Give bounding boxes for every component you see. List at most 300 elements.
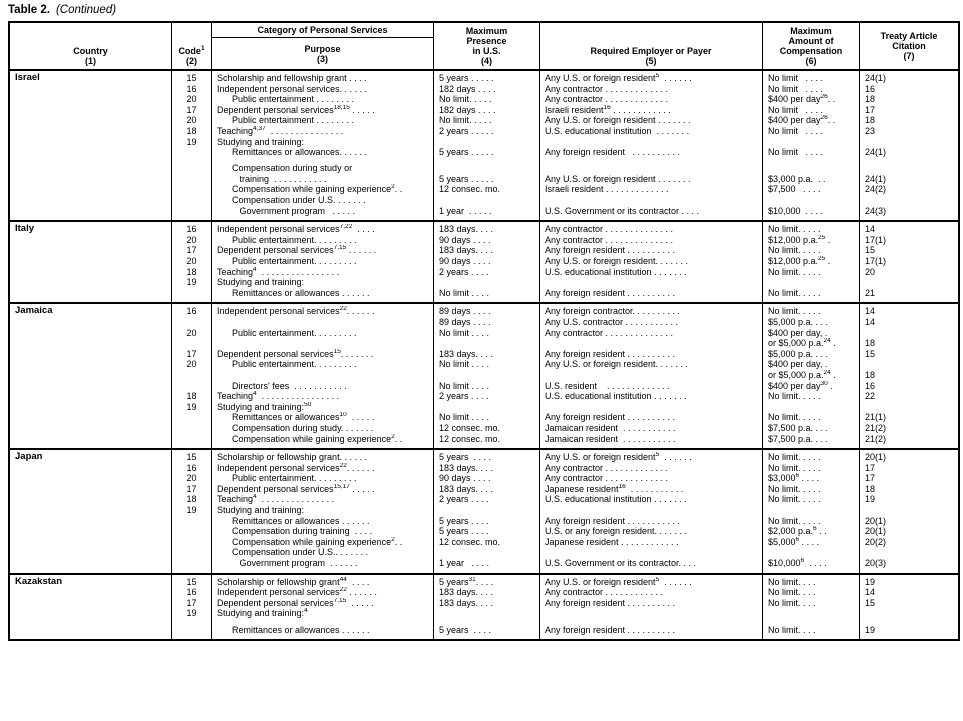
table-line: No limit . . . . bbox=[768, 104, 824, 115]
table-line: 20 bbox=[186, 359, 197, 370]
table-line: 17 bbox=[865, 473, 876, 484]
table-line: Israeli resident$^{16}$ . . . . . . . . . . . . bbox=[545, 104, 671, 115]
code-cell bbox=[172, 450, 212, 573]
table-line: U.S. educational institution . . . . . . . bbox=[545, 266, 687, 277]
table-line: 17 bbox=[186, 597, 197, 608]
treaty-table bbox=[8, 21, 960, 641]
table-line: Compensation during study. . . . . . . bbox=[217, 422, 374, 433]
country-section-israel bbox=[10, 71, 958, 220]
table-line bbox=[172, 184, 211, 195]
table-line bbox=[768, 505, 858, 516]
header-purpose-num: (3) bbox=[316, 53, 328, 64]
table-line bbox=[768, 137, 858, 148]
table-line bbox=[172, 412, 211, 423]
table-line: No limit. . . . bbox=[768, 624, 816, 635]
table-line: No limit. . . . . bbox=[768, 391, 821, 402]
table-line bbox=[172, 516, 211, 527]
table-line: 19 bbox=[865, 624, 876, 635]
header-country-label: Country bbox=[73, 46, 108, 56]
table-line: 19 bbox=[186, 608, 197, 619]
table-line: Scholarship or fellowship grant. . . . . . bbox=[217, 452, 368, 463]
table-line: 16 bbox=[186, 306, 197, 317]
header-code bbox=[172, 23, 212, 69]
purpose-cell bbox=[212, 71, 434, 220]
table-line: 14 bbox=[865, 224, 876, 235]
header-code-label: Code bbox=[178, 46, 201, 56]
table-line: 18 bbox=[865, 115, 876, 126]
table-line bbox=[545, 505, 761, 516]
table-line: U.S. educational institution . . . . . . . bbox=[545, 391, 687, 402]
table-line: 15 bbox=[186, 73, 197, 83]
table-line: 20(2) bbox=[865, 536, 887, 547]
table-line: 5 years . . . . . bbox=[439, 173, 494, 184]
table-line: Any foreign resident . . . . . . . . . . bbox=[545, 147, 681, 158]
table-line: 183 days. . . . bbox=[439, 245, 494, 256]
table-line: 90 days . . . . bbox=[439, 473, 491, 484]
table-line: No limit . . . . bbox=[439, 412, 490, 423]
table-line bbox=[865, 505, 957, 516]
table-line: Government program . . . . . bbox=[217, 205, 356, 216]
table-line: Any contractor . . . . . . . . . . . . . bbox=[545, 473, 669, 484]
table-line: $7,500 p.a. . . . bbox=[768, 433, 829, 444]
table-line: Jamaican resident . . . . . . . . . . . bbox=[545, 433, 676, 444]
table-line bbox=[768, 195, 858, 206]
table-line: 5 years . . . . . bbox=[439, 147, 494, 158]
payer-cell bbox=[540, 304, 763, 448]
table-line: Compensation while gaining experience$^2$. . bbox=[217, 536, 403, 547]
table-line: 16 bbox=[186, 83, 197, 94]
table-line bbox=[439, 137, 538, 148]
table-number: Table 2. bbox=[8, 4, 50, 16]
table-line: 18 bbox=[865, 94, 876, 105]
table-line: Studying and training:$^4$ bbox=[217, 608, 308, 619]
table-line: Any contractor . . . . . . . . . . . . . bbox=[545, 94, 669, 105]
table-line: 23 bbox=[865, 125, 876, 136]
table-line: Scholarship or fellowship grant$^{44}$ . . . . bbox=[217, 576, 370, 587]
table-line: No limit. . . . . bbox=[768, 412, 821, 423]
table-line: 17 bbox=[186, 483, 197, 494]
table-line bbox=[172, 526, 211, 537]
presence-cell bbox=[434, 575, 540, 639]
table-line: $12,000 p.a.$^{25}$ . bbox=[768, 256, 831, 266]
table-line: 20(3) bbox=[865, 558, 887, 569]
table-line: Remittances or allowances . . . . . . bbox=[217, 287, 370, 298]
table-line: Public entertainment. . . . . . . . . bbox=[217, 359, 357, 370]
table-line: No limit . . . . bbox=[439, 327, 490, 338]
table-line: 16 bbox=[186, 587, 197, 598]
table-line: Studying and training: bbox=[217, 505, 305, 516]
table-line: 21 bbox=[865, 287, 876, 298]
payer-cell bbox=[540, 450, 763, 573]
table-line: $5,000$^6$ . . . . bbox=[768, 536, 820, 547]
table-line: 24(1) bbox=[865, 73, 887, 83]
table-line: Any U.S. contractor . . . . . . . . . . . bbox=[545, 316, 679, 327]
table-line bbox=[172, 147, 211, 158]
table-line: No limit . . . . bbox=[768, 125, 824, 136]
table-line: Dependent personal services$^{15}$. . . . . . . bbox=[217, 348, 374, 359]
table-line: 20(1) bbox=[865, 515, 887, 526]
table-line bbox=[172, 195, 211, 206]
table-continued-label: (Continued) bbox=[55, 4, 117, 16]
table-line: U.S. educational institution . . . . . . . bbox=[545, 125, 690, 136]
country-section-italy bbox=[10, 220, 958, 302]
table-line bbox=[768, 163, 858, 174]
table-line: Compensation while gaining experience$^2$. . bbox=[217, 433, 403, 444]
table-line: 14 bbox=[865, 587, 876, 598]
table-line: Any contractor . . . . . . . . . . . . . . bbox=[545, 224, 674, 235]
table-line: Any contractor . . . . . . . . . . . . . . bbox=[545, 327, 674, 338]
table-line: 183 days. . . . bbox=[439, 224, 494, 235]
table-line: No limit . . . . bbox=[768, 147, 824, 158]
table-line: Public entertainment. . . . . . . . . bbox=[217, 234, 357, 245]
table-line: No limit. . . . . bbox=[768, 245, 821, 256]
table-line: 17 bbox=[865, 104, 876, 115]
table-line: 21(1) bbox=[865, 412, 887, 423]
table-line: No limit. . . . . bbox=[768, 287, 821, 298]
table-line bbox=[545, 370, 761, 381]
table-line: Any U.S. or foreign resident . . . . . . . bbox=[545, 173, 691, 184]
header-code-footnote: 1 bbox=[200, 45, 205, 52]
table-line: Dependent personal services$^{15,17}$ . . . . . bbox=[217, 483, 375, 494]
table-line: 21(2) bbox=[865, 422, 887, 433]
amount-cell bbox=[763, 71, 860, 220]
table-line bbox=[439, 370, 538, 381]
table-line: 19 bbox=[186, 401, 197, 412]
table-line: $3,000 p.a. . . bbox=[768, 173, 826, 184]
table-line: No limit . . . . bbox=[439, 359, 490, 370]
table-line: No limit. . . . . bbox=[439, 115, 492, 126]
table-line: $7,500 p.a. . . . bbox=[768, 422, 829, 433]
table-line: Public entertainment. . . . . . . . . bbox=[217, 327, 357, 338]
table-line: No limit . . . . bbox=[768, 83, 824, 94]
country-name-cell bbox=[10, 222, 172, 302]
table-line: 17 bbox=[186, 104, 197, 115]
table-line: Any U.S. or foreign resident. . . . . . . bbox=[545, 256, 689, 266]
table-line bbox=[439, 338, 538, 349]
table-line bbox=[545, 338, 761, 349]
citation-cell bbox=[860, 575, 958, 639]
table-line: 19 bbox=[865, 494, 876, 505]
code-cell bbox=[172, 222, 212, 302]
table-line: Any U.S. or foreign resident. . . . . . . bbox=[545, 359, 689, 370]
table-line: 18 bbox=[865, 483, 876, 494]
table-line: 18 bbox=[865, 369, 876, 380]
header-payer-num: (5) bbox=[645, 56, 657, 66]
table-line: No limit. . . . . bbox=[768, 224, 821, 235]
table-line: 2 years . . . . bbox=[439, 494, 489, 505]
table-line: No limit. . . . . bbox=[768, 483, 821, 494]
header-citation-num: (7) bbox=[903, 51, 915, 61]
country-name: Italy bbox=[15, 223, 35, 235]
table-line: 14 bbox=[865, 316, 876, 327]
table-line: Any contractor . . . . . . . . . . . . . bbox=[545, 462, 669, 473]
purpose-cell bbox=[212, 304, 434, 448]
table-line: Teaching$^4$ . . . . . . . . . . . . . . . . bbox=[217, 391, 340, 402]
table-line: U.S. or any foreign resident. . . . . . . bbox=[545, 526, 688, 537]
table-line bbox=[545, 137, 761, 148]
table-line: Any foreign resident . . . . . . . . . . bbox=[545, 412, 676, 423]
citation-cell bbox=[860, 71, 958, 220]
table-line: 5 years . . . . bbox=[439, 515, 489, 526]
table-line: Remittances or allowances . . . . . . bbox=[217, 624, 370, 635]
table-line: U.S. educational institution . . . . . . . bbox=[545, 494, 687, 505]
header-max-presence: Maximum Presence in U.S. (4) bbox=[434, 23, 540, 69]
presence-cell bbox=[434, 304, 540, 448]
amount-cell bbox=[763, 304, 860, 448]
table-line bbox=[439, 163, 538, 174]
table-line: Any foreign resident . . . . . . . . . . bbox=[545, 624, 676, 635]
table-line: 19 bbox=[186, 136, 197, 147]
table-line: $5,000 p.a. . . . bbox=[768, 348, 829, 359]
table-line: 5 years . . . . . bbox=[439, 73, 494, 83]
table-line: 17 bbox=[186, 245, 197, 256]
table-line: 16 bbox=[186, 462, 197, 473]
table-line: No limit. . . . . bbox=[768, 462, 821, 473]
table-line: 183 days. . . . bbox=[439, 587, 494, 598]
table-line bbox=[172, 547, 211, 558]
table-line bbox=[865, 163, 957, 174]
table-line: 2 years . . . . bbox=[439, 266, 489, 277]
table-line: 5 years . . . . bbox=[439, 526, 489, 537]
table-line: No limit. . . . . bbox=[768, 494, 821, 505]
table-line: 18 bbox=[186, 125, 197, 136]
table-line: 1 year . . . . . bbox=[439, 205, 492, 216]
table-line: Dependent personal services$^{7,15}$ . . . . . bbox=[217, 597, 374, 608]
table-line: 90 days . . . . bbox=[439, 256, 491, 266]
table-line: Independent personal services$^{22}$. . . . . . bbox=[217, 306, 375, 317]
table-line: No limit. . . . . bbox=[768, 452, 821, 463]
table-line: 12 consec. mo. bbox=[439, 433, 501, 444]
table-line: Independent personal services$^{7,22}$ . . . . bbox=[217, 224, 375, 235]
header-code-num: (2) bbox=[186, 56, 197, 66]
table-line: No limit. . . . bbox=[768, 576, 816, 587]
amount-cell bbox=[763, 575, 860, 639]
purpose-cell bbox=[212, 222, 434, 302]
table-line: $400 per day$^{26}$. . bbox=[768, 115, 836, 126]
table-line: Any U.S. or foreign resident . . . . . . . bbox=[545, 115, 691, 126]
table-line: Compensation under U.S. . . . . . . bbox=[217, 195, 366, 206]
table-line: Independent personal services. . . . . . bbox=[217, 83, 368, 94]
table-line bbox=[172, 317, 211, 328]
table-line: 18 bbox=[865, 338, 876, 349]
presence-cell bbox=[434, 71, 540, 220]
table-line: 18 bbox=[186, 494, 197, 505]
table-line bbox=[545, 163, 761, 174]
table-line: training . . . . . . . . . . . bbox=[217, 173, 327, 184]
table-line: 24(1) bbox=[865, 173, 887, 184]
table-line bbox=[172, 174, 211, 185]
country-name: Kazakstan bbox=[15, 575, 62, 587]
table-line bbox=[217, 317, 432, 328]
table-line: 20 bbox=[186, 473, 197, 484]
table-line bbox=[439, 402, 538, 413]
table-line: Teaching$^4$ . . . . . . . . . . . . . . . bbox=[217, 494, 335, 505]
table-line bbox=[172, 338, 211, 349]
table-line: 2 years . . . . bbox=[439, 391, 489, 402]
table-line: $5,000 p.a. . . . bbox=[768, 316, 829, 327]
table-line bbox=[439, 547, 538, 558]
table-line: Any foreign resident . . . . . . . . . . bbox=[545, 597, 676, 608]
table-line bbox=[865, 137, 957, 148]
table-line: No limit. . . . . bbox=[768, 266, 821, 277]
table-line bbox=[439, 505, 538, 516]
country-name-cell bbox=[10, 575, 172, 639]
table-line: Compensation while gaining experience$^2$. . bbox=[217, 184, 403, 195]
table-line: $2,000 p.a.$^6$ . . bbox=[768, 526, 827, 537]
header-required-employer bbox=[540, 23, 763, 69]
table-line: 17(1) bbox=[865, 234, 887, 245]
table-body bbox=[10, 71, 958, 639]
table-line: 19 bbox=[865, 576, 876, 587]
table-line bbox=[865, 195, 957, 206]
table-line: or $5,000 p.a.$^{24}$ . bbox=[768, 369, 836, 380]
country-name: Japan bbox=[15, 451, 43, 463]
table-line: 15 bbox=[865, 348, 876, 359]
table-line: 2 years . . . . . bbox=[439, 125, 494, 136]
table-line: 17 bbox=[186, 348, 197, 359]
table-line: Japanese resident . . . . . . . . . . . . bbox=[545, 536, 679, 547]
table-line: 18 bbox=[186, 391, 197, 402]
country-section-jamaica bbox=[10, 302, 958, 448]
table-line: 183 days. . . . bbox=[439, 462, 494, 473]
table-line: 15 bbox=[186, 452, 197, 463]
table-line: 19 bbox=[186, 277, 197, 288]
table-line: 20 bbox=[186, 327, 197, 338]
table-line: 183 days. . . . bbox=[439, 348, 494, 359]
table-line: 12 consec. mo. bbox=[439, 184, 501, 195]
table-line: 20 bbox=[186, 256, 197, 266]
header-treaty-citation: Treaty Article Citation (7) bbox=[880, 31, 938, 61]
table-line: 20 bbox=[186, 94, 197, 105]
table-line: Remittances or allowances$^{10}$ . . . . . bbox=[217, 412, 375, 423]
table-line: Independent personal services$^{22}$ . . . . . . bbox=[217, 587, 377, 598]
table-line bbox=[439, 608, 538, 619]
country-name: Israel bbox=[15, 72, 40, 83]
table-line bbox=[172, 625, 211, 636]
table-line: 16 bbox=[865, 380, 876, 391]
table-line bbox=[865, 277, 957, 288]
table-line: Any foreign resident . . . . . . . . . . bbox=[545, 348, 676, 359]
table-line: 20(1) bbox=[865, 526, 887, 537]
country-name-cell bbox=[10, 304, 172, 448]
table-line: Studying and training: bbox=[217, 277, 305, 288]
table-line bbox=[217, 338, 432, 349]
table-line: Public entertainment . . . . . . . . bbox=[217, 94, 355, 105]
table-line: 24(2) bbox=[865, 184, 887, 195]
table-line bbox=[865, 359, 957, 370]
table-line: Any contractor . . . . . . . . . . . . . bbox=[545, 83, 669, 94]
table-line: $10,000 . . . . bbox=[768, 205, 824, 216]
table-line: 20 bbox=[865, 266, 876, 277]
table-line bbox=[865, 402, 957, 413]
country-name-cell bbox=[10, 71, 172, 220]
table-line bbox=[172, 434, 211, 445]
purpose-cell bbox=[212, 575, 434, 639]
table-line: U.S. Government or its contractor. . . . bbox=[545, 558, 697, 569]
table-line: Any contractor . . . . . . . . . . . . . . bbox=[545, 234, 674, 245]
amount-cell bbox=[763, 450, 860, 573]
table-line: $400 per day, . bbox=[768, 327, 828, 338]
country-name-cell bbox=[10, 450, 172, 573]
table-line: Any foreign contractor. . . . . . . . . . bbox=[545, 306, 681, 317]
table-line: 12 consec. mo. bbox=[439, 536, 501, 547]
table-line: 15 bbox=[186, 576, 197, 587]
table-line: Public entertainment. . . . . . . . . bbox=[217, 473, 357, 484]
table-line bbox=[865, 608, 957, 619]
table-line: 22 bbox=[865, 391, 876, 402]
page-title bbox=[0, 0, 963, 21]
table-line bbox=[172, 423, 211, 434]
code-cell bbox=[172, 304, 212, 448]
header-category-of-services bbox=[212, 23, 434, 69]
table-line: Directors' fees . . . . . . . . . . . bbox=[217, 380, 347, 391]
table-line bbox=[172, 163, 211, 174]
table-line: Any contractor . . . . . . . . . . . . bbox=[545, 587, 664, 598]
table-line: 182 days . . . . bbox=[439, 104, 496, 115]
table-line: $3,000$^6$ . . . . bbox=[768, 473, 820, 484]
table-line: 17 bbox=[865, 462, 876, 473]
header-category-label: Category of Personal Services bbox=[212, 23, 433, 38]
citation-cell bbox=[860, 304, 958, 448]
table-line bbox=[545, 547, 761, 558]
header-amount-num: (6) bbox=[805, 56, 817, 66]
table-line: $400 per day, . bbox=[768, 359, 828, 370]
presence-cell bbox=[434, 450, 540, 573]
table-line: Any foreign resident . . . . . . . . . . bbox=[545, 245, 676, 256]
country-name: Jamaica bbox=[15, 305, 53, 317]
table-line: Any foreign resident . . . . . . . . . . bbox=[545, 287, 676, 298]
table-line: 5 years . . . . bbox=[439, 452, 492, 463]
table-line: No limit . . . . bbox=[439, 380, 490, 391]
table-line: Israeli resident . . . . . . . . . . . . . bbox=[545, 184, 669, 195]
table-line: $12,000 p.a.$^{25}$ . bbox=[768, 234, 831, 245]
table-line: Teaching$^4$ . . . . . . . . . . . . . . . . bbox=[217, 266, 340, 277]
table-line: or $5,000 p.a.$^{24}$ . bbox=[768, 338, 836, 349]
table-line: Scholarship and fellowship grant . . . . bbox=[217, 73, 367, 83]
table-line bbox=[172, 206, 211, 217]
table-line bbox=[545, 608, 761, 619]
table-line: 12 consec. mo. bbox=[439, 422, 501, 433]
table-line: $400 per day$^{30}$ . bbox=[768, 380, 833, 391]
header-country bbox=[10, 23, 172, 69]
table-line bbox=[172, 558, 211, 569]
table-line: 24(1) bbox=[865, 147, 887, 158]
table-line bbox=[439, 195, 538, 206]
table-line: 17(1) bbox=[865, 256, 887, 266]
table-line: Compensation under U.S.. . . . . . . bbox=[217, 547, 369, 558]
table-line bbox=[172, 288, 211, 299]
table-line bbox=[545, 277, 761, 288]
table-line bbox=[768, 402, 858, 413]
table-line: 90 days . . . . bbox=[439, 234, 491, 245]
table-line: 182 days . . . . bbox=[439, 83, 496, 94]
table-line: 14 bbox=[865, 306, 876, 317]
table-line bbox=[545, 402, 761, 413]
table-line: Any U.S. or foreign resident$^5$ . . . . . . bbox=[545, 73, 692, 83]
table-line: 5 years$^{31}$. . . . bbox=[439, 576, 494, 587]
table-line: U.S. Government or its contractor . . . . bbox=[545, 205, 700, 216]
table-line: Remittances or allowances . . . . . . bbox=[217, 515, 370, 526]
table-line: 89 days . . . . bbox=[439, 306, 491, 317]
table-line: $10,000$^6$ . . . . bbox=[768, 558, 827, 569]
table-line: 1 year . . . . bbox=[439, 558, 490, 569]
payer-cell bbox=[540, 71, 763, 220]
table-line: Teaching$^{4,37}$ . . . . . . . . . . . . . . . bbox=[217, 125, 344, 136]
table-line: Any U.S. or foreign resident$^5$ . . . . . . bbox=[545, 576, 692, 587]
table-line: 24(3) bbox=[865, 205, 887, 216]
table-line: U.S. resident . . . . . . . . . . . . . bbox=[545, 380, 670, 391]
table-line bbox=[768, 547, 858, 558]
